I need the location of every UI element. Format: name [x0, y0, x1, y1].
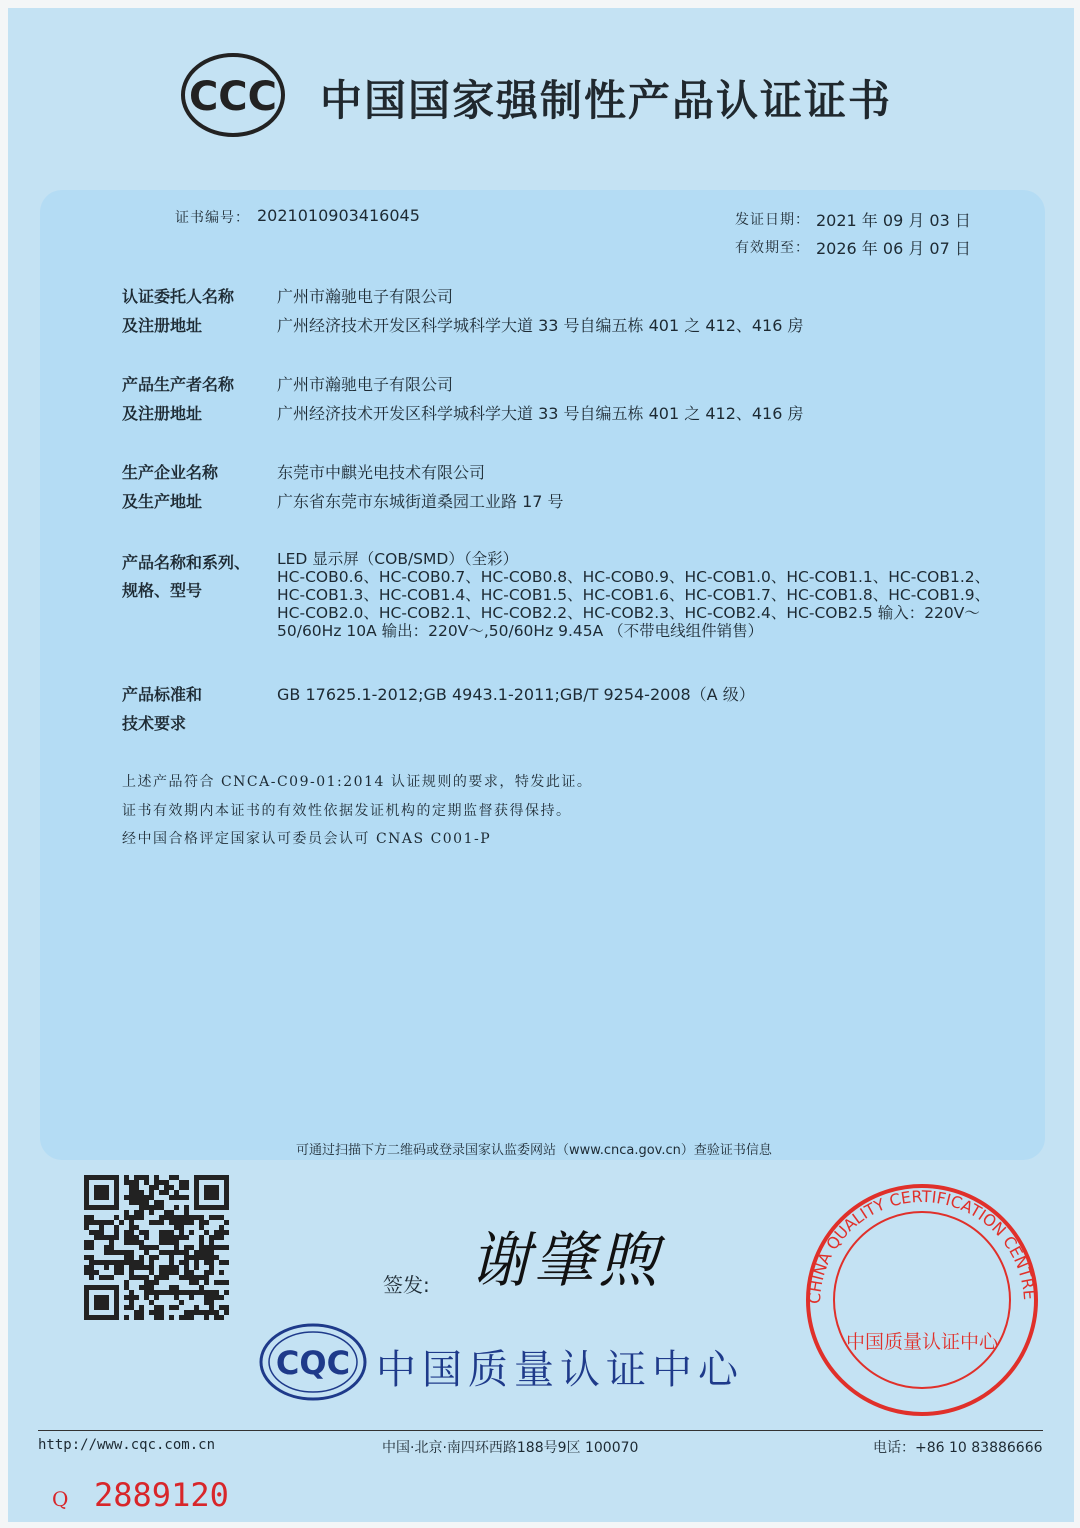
- serial-prefix: Q: [52, 1487, 69, 1511]
- expiry-date: 2026 年 06 月 07 日: [816, 239, 971, 258]
- stamp-outer-text: CHINA QUALITY CERTIFICATION CENTRE: [804, 1186, 1040, 1305]
- cqc-logo: [258, 1322, 368, 1402]
- issue-date-label: 发证日期：: [735, 212, 810, 228]
- manufacturer-name: 广州市瀚驰电子有限公司: [277, 375, 454, 394]
- stamp-inner-text: 中国质量认证中心: [845, 1331, 999, 1353]
- applicant-label: 认证委托人名称: [122, 287, 235, 306]
- factory-address-label: 及生产地址: [122, 492, 203, 511]
- factory-label: 生产企业名称: [122, 463, 219, 482]
- product-line: 50/60Hz 10A 输出：220V～,50/60Hz 9.45A （不带电线组件销售）: [277, 622, 764, 640]
- serial-number: 2889120: [94, 1476, 229, 1514]
- official-stamp: [802, 1180, 1042, 1420]
- cert-number-label: 证书编号：: [175, 210, 250, 226]
- issuer-name: 中国质量认证中心: [376, 1347, 744, 1393]
- applicant-address-label: 及注册地址: [122, 316, 203, 335]
- ccc-logo: [180, 52, 286, 138]
- qr-code[interactable]: [84, 1175, 232, 1321]
- note-line: 上述产品符合 CNCA-C09-01:2014 认证规则的要求，特发此证。: [122, 774, 593, 790]
- standard-label: 产品标准和: [122, 685, 203, 704]
- standard-label-2: 技术要求: [122, 714, 187, 733]
- cert-number: 2021010903416045: [257, 206, 420, 225]
- verify-text: 可通过扫描下方二维码或登录国家认监委网站（www.cnca.gov.cn）查验证书信息: [296, 1143, 772, 1158]
- ccc-logo-text: CCC: [188, 74, 278, 120]
- svg-text:CHINA QUALITY CERTIFICATION CE: [805, 1187, 1039, 1304]
- product-label-2: 规格、型号: [122, 581, 203, 600]
- applicant-address: 广州经济技术开发区科学城科学大道 33 号自编五栋 401 之 412、416 房: [277, 316, 804, 335]
- product-line: HC-COB2.0、HC-COB2.1、HC-COB2.2、HC-COB2.3、HC-COB2.4、HC-COB2.5 输入：220V～: [277, 604, 980, 622]
- manufacturer-label: 产品生产者名称: [122, 375, 235, 394]
- factory-address: 广东省东莞市东城街道桑园工业路 17 号: [277, 492, 564, 511]
- page-title: 中国国家强制性产品认证证书: [320, 76, 893, 125]
- applicant-name: 广州市瀚驰电子有限公司: [277, 287, 454, 306]
- manufacturer-address: 广州经济技术开发区科学城科学大道 33 号自编五栋 401 之 412、416 房: [277, 404, 804, 423]
- footer-address: 中国·北京·南四环西路188号9区 100070: [382, 1440, 639, 1456]
- note-line: 经中国合格评定国家认可委员会认可 CNAS C001-P: [122, 831, 492, 847]
- product-line: HC-COB1.3、HC-COB1.4、HC-COB1.5、HC-COB1.6、HC-COB1.7、HC-COB1.8、HC-COB1.9、: [277, 586, 991, 604]
- standard-value: GB 17625.1-2012;GB 4943.1-2011;GB/T 9254-2008（A 级）: [277, 685, 755, 704]
- issue-date: 2021 年 09 月 03 日: [816, 211, 971, 230]
- product-label: 产品名称和系列、: [122, 553, 251, 572]
- note-line: 证书有效期内本证书的有效性依据发证机构的定期监督获得保持。: [122, 803, 572, 819]
- product-line: HC-COB0.6、HC-COB0.7、HC-COB0.8、HC-COB0.9、HC-COB1.0、HC-COB1.1、HC-COB1.2、: [277, 568, 991, 586]
- product-line: LED 显示屏（COB/SMD）（全彩）: [277, 550, 519, 568]
- cqc-logo-text: CQC: [275, 1344, 351, 1382]
- manufacturer-address-label: 及注册地址: [122, 404, 203, 423]
- footer-divider: [38, 1430, 1043, 1431]
- signature: 谢肇煦: [470, 1226, 662, 1296]
- sign-label: 签发:: [383, 1273, 430, 1297]
- product-description: [277, 550, 990, 640]
- expiry-date-label: 有效期至：: [735, 240, 810, 256]
- footer-phone: 电话：+86 10 83886666: [873, 1440, 1043, 1456]
- footer-url[interactable]: http://www.cqc.com.cn: [38, 1437, 216, 1453]
- factory-name: 东莞市中麒光电技术有限公司: [277, 463, 486, 482]
